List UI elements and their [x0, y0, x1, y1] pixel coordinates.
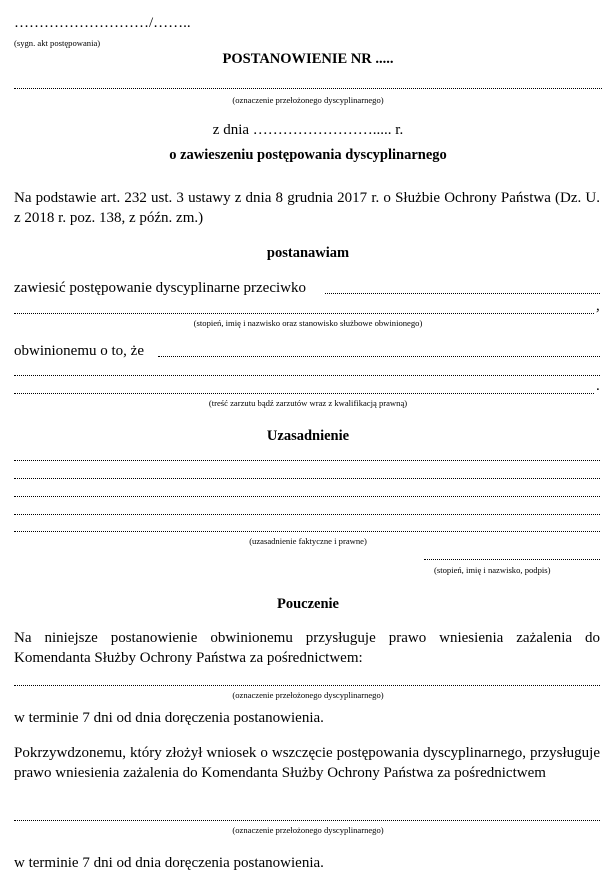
justification-dotted-line-3 — [14, 496, 600, 497]
signature-dotted-line — [424, 559, 600, 560]
charge-dotted-line-2 — [14, 375, 600, 376]
decision-heading: postanawiam — [266, 245, 350, 261]
document-subject: o zawieszeniu postępowania dyscyplinarnego — [169, 147, 447, 163]
justification-dotted-line-2 — [14, 478, 600, 479]
accused-label: (stopień, imię i nazwisko oraz stanowisko służbowe obwinionego) — [193, 318, 423, 328]
justification-dotted-line-1 — [14, 460, 600, 461]
instruction-paragraph-2: Pokrzywdzonemu, który złożył wniosek o wszczęcie postępowania dyscyplinarnego, przysługuje prawo wniesienia zażalenia do Komendanta Służby Ochrony Państwa za pośrednictwem — [14, 745, 600, 781]
superior-dotted-line — [14, 88, 602, 89]
justification-heading: Uzasadnienie — [266, 428, 350, 444]
charge-dotted-line-3 — [14, 393, 594, 394]
case-reference: ………………………/…….. — [14, 15, 191, 31]
date-line: z dnia ……………………..... r. — [212, 122, 404, 138]
charge-period: . — [596, 378, 600, 394]
instruction-superior-label-1: (oznaczenie przełożonego dyscyplinarnego) — [232, 690, 384, 700]
charge-label: (treść zarzutu bądź zarzutów wraz z kwalifikacją prawną) — [208, 398, 408, 408]
justification-dotted-line-5 — [14, 531, 600, 532]
instruction-paragraph-1: Na niniejsze postanowienie obwinionemu przysługuje prawo wniesienia zażalenia do Komendanta Służby Ochrony Państwa za pośrednictwem: — [14, 630, 600, 666]
instruction-deadline-1: w terminie 7 dni od dnia doręczenia postanowienia. — [14, 710, 324, 726]
superior-label: (oznaczenie przełożonego dyscyplinarnego) — [232, 95, 384, 105]
legal-basis: Na podstawie art. 232 ust. 3 ustawy z dnia 8 grudnia 2017 r. o Służbie Ochrony Państwa (Dz. U. z 2018 r. poz. 138, z późn. zm.) — [14, 190, 600, 226]
instruction-superior-line-2 — [14, 820, 600, 821]
instruction-superior-label-2: (oznaczenie przełożonego dyscyplinarnego) — [232, 825, 384, 835]
instruction-deadline-2: w terminie 7 dni od dnia doręczenia postanowienia. — [14, 855, 324, 871]
charge-text: obwinionemu o to, że — [14, 343, 144, 359]
instruction-heading: Pouczenie — [276, 596, 339, 612]
justification-dotted-line-4 — [14, 514, 600, 515]
suspend-text: zawiesić postępowanie dyscyplinarne przeciwko — [14, 280, 306, 296]
case-reference-label: (sygn. akt postępowania) — [14, 38, 101, 48]
charge-dotted-line-1 — [158, 356, 600, 357]
instruction-superior-line-1 — [14, 685, 600, 686]
justification-label: (uzasadnienie faktyczne i prawne) — [249, 536, 367, 546]
signature-label: (stopień, imię i nazwisko, podpis) — [434, 565, 551, 575]
document-title: POSTANOWIENIE NR ..... — [222, 51, 394, 67]
accused-comma: , — [596, 298, 600, 314]
accused-dotted-line-1 — [325, 293, 600, 294]
accused-dotted-line-2 — [14, 313, 594, 314]
